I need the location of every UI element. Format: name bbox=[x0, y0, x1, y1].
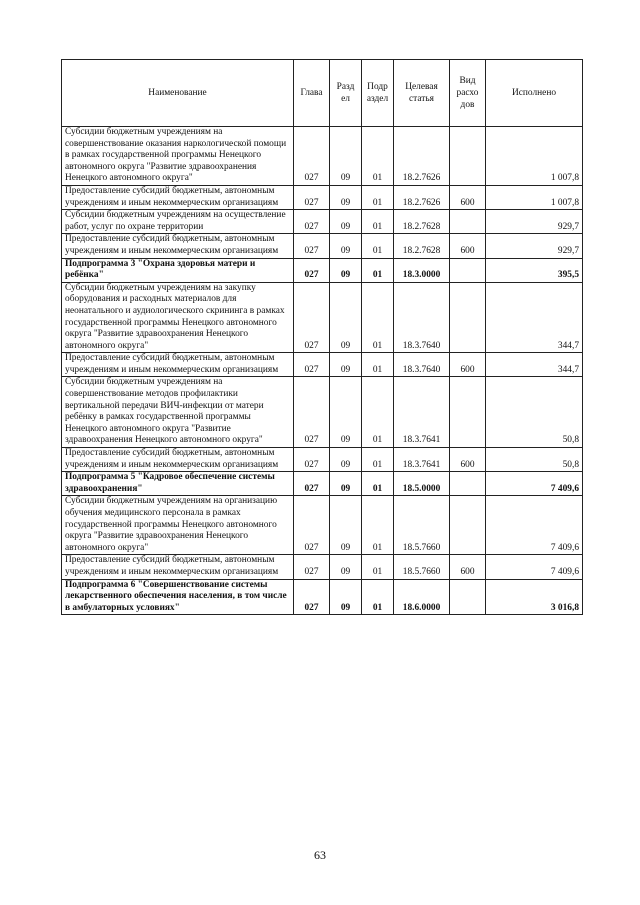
cell-name: Субсидии бюджетным учреждениям на совершенствование методов профилактики вертикальной передачи ВИЧ-инфекции от матери ребёнку в рамках государственной программы Ненецкого автономного округа "Развитие здравоохранения Ненецкого автономного округа" bbox=[62, 377, 294, 448]
cell-section: 09 bbox=[330, 210, 362, 234]
cell-name: Подпрограмма 3 "Охрана здоровья матери и ребёнка" bbox=[62, 258, 294, 282]
cell-target: 18.5.7660 bbox=[394, 555, 450, 579]
cell-section: 09 bbox=[330, 127, 362, 186]
cell-chapter: 027 bbox=[294, 555, 330, 579]
cell-section: 09 bbox=[330, 258, 362, 282]
cell-expense-type bbox=[450, 210, 486, 234]
cell-executed: 50,8 bbox=[486, 377, 583, 448]
cell-executed: 7 409,6 bbox=[486, 555, 583, 579]
table-row bbox=[62, 127, 583, 186]
cell-section: 09 bbox=[330, 234, 362, 258]
cell-name: Предоставление субсидий бюджетным, автономным учреждениям и иным некоммерческим организациям bbox=[62, 185, 294, 209]
cell-section: 09 bbox=[330, 579, 362, 615]
table-row bbox=[62, 555, 583, 579]
cell-target: 18.3.7641 bbox=[394, 448, 450, 472]
cell-target: 18.2.7626 bbox=[394, 185, 450, 209]
cell-expense-type bbox=[450, 377, 486, 448]
cell-chapter: 027 bbox=[294, 353, 330, 377]
cell-executed: 929,7 bbox=[486, 210, 583, 234]
cell-target: 18.3.7640 bbox=[394, 282, 450, 353]
cell-subsection: 01 bbox=[362, 258, 394, 282]
cell-executed: 395,5 bbox=[486, 258, 583, 282]
cell-executed: 7 409,6 bbox=[486, 472, 583, 496]
cell-expense-type bbox=[450, 258, 486, 282]
cell-target: 18.2.7628 bbox=[394, 234, 450, 258]
cell-target: 18.2.7628 bbox=[394, 210, 450, 234]
cell-subsection: 01 bbox=[362, 127, 394, 186]
cell-name: Субсидии бюджетным учреждениям на совершенствование оказания наркологической помощи в рамках государственной программы Ненецкого автономного округа "Развитие здравоохранения Ненецкого автономного округа" bbox=[62, 127, 294, 186]
cell-name: Предоставление субсидий бюджетным, автономным учреждениям и иным некоммерческим организациям bbox=[62, 448, 294, 472]
cell-name: Предоставление субсидий бюджетным, автономным учреждениям и иным некоммерческим организациям bbox=[62, 234, 294, 258]
page-number: 63 bbox=[314, 848, 326, 862]
cell-subsection: 01 bbox=[362, 210, 394, 234]
cell-name: Предоставление субсидий бюджетным, автономным учреждениям и иным некоммерческим организациям bbox=[62, 353, 294, 377]
cell-section: 09 bbox=[330, 448, 362, 472]
cell-expense-type bbox=[450, 127, 486, 186]
header-target: Целевая статья bbox=[394, 60, 450, 127]
cell-chapter: 027 bbox=[294, 377, 330, 448]
table-row bbox=[62, 234, 583, 258]
cell-target: 18.5.0000 bbox=[394, 472, 450, 496]
cell-expense-type: 600 bbox=[450, 234, 486, 258]
cell-subsection: 01 bbox=[362, 472, 394, 496]
cell-subsection: 01 bbox=[362, 185, 394, 209]
cell-executed: 344,7 bbox=[486, 353, 583, 377]
cell-section: 09 bbox=[330, 353, 362, 377]
subprogram-row bbox=[62, 258, 583, 282]
header-expense-type: Вид расхо дов bbox=[450, 60, 486, 127]
cell-section: 09 bbox=[330, 472, 362, 496]
cell-expense-type: 600 bbox=[450, 185, 486, 209]
cell-subsection: 01 bbox=[362, 377, 394, 448]
cell-chapter: 027 bbox=[294, 258, 330, 282]
cell-target: 18.5.7660 bbox=[394, 496, 450, 555]
table-row bbox=[62, 353, 583, 377]
subprogram-row bbox=[62, 579, 583, 615]
cell-subsection: 01 bbox=[362, 353, 394, 377]
cell-target: 18.6.0000 bbox=[394, 579, 450, 615]
cell-expense-type: 600 bbox=[450, 353, 486, 377]
budget-table bbox=[61, 59, 583, 615]
cell-chapter: 027 bbox=[294, 127, 330, 186]
cell-executed: 929,7 bbox=[486, 234, 583, 258]
cell-section: 09 bbox=[330, 555, 362, 579]
cell-executed: 1 007,8 bbox=[486, 185, 583, 209]
cell-chapter: 027 bbox=[294, 282, 330, 353]
table-row bbox=[62, 448, 583, 472]
cell-expense-type: 600 bbox=[450, 448, 486, 472]
cell-chapter: 027 bbox=[294, 579, 330, 615]
cell-subsection: 01 bbox=[362, 448, 394, 472]
table-row bbox=[62, 496, 583, 555]
table-header-row bbox=[62, 60, 583, 127]
cell-name: Подпрограмма 5 "Кадровое обеспечение системы здравоохранения" bbox=[62, 472, 294, 496]
cell-section: 09 bbox=[330, 185, 362, 209]
cell-section: 09 bbox=[330, 282, 362, 353]
header-section: Разд ел bbox=[330, 60, 362, 127]
header-name: Наименование bbox=[62, 60, 294, 127]
cell-chapter: 027 bbox=[294, 448, 330, 472]
table-row bbox=[62, 282, 583, 353]
cell-executed: 50,8 bbox=[486, 448, 583, 472]
cell-chapter: 027 bbox=[294, 234, 330, 258]
cell-chapter: 027 bbox=[294, 210, 330, 234]
cell-expense-type bbox=[450, 579, 486, 615]
cell-subsection: 01 bbox=[362, 282, 394, 353]
table-row bbox=[62, 185, 583, 209]
cell-subsection: 01 bbox=[362, 555, 394, 579]
cell-expense-type bbox=[450, 282, 486, 353]
cell-executed: 344,7 bbox=[486, 282, 583, 353]
cell-chapter: 027 bbox=[294, 472, 330, 496]
cell-target: 18.3.7640 bbox=[394, 353, 450, 377]
cell-executed: 1 007,8 bbox=[486, 127, 583, 186]
cell-subsection: 01 bbox=[362, 579, 394, 615]
cell-chapter: 027 bbox=[294, 185, 330, 209]
cell-expense-type bbox=[450, 496, 486, 555]
cell-target: 18.3.0000 bbox=[394, 258, 450, 282]
table-row bbox=[62, 377, 583, 448]
cell-section: 09 bbox=[330, 496, 362, 555]
cell-expense-type bbox=[450, 472, 486, 496]
cell-expense-type: 600 bbox=[450, 555, 486, 579]
subprogram-row bbox=[62, 472, 583, 496]
header-chapter: Глава bbox=[294, 60, 330, 127]
cell-executed: 3 016,8 bbox=[486, 579, 583, 615]
cell-section: 09 bbox=[330, 377, 362, 448]
cell-name: Подпрограмма 6 "Совершенствование системы лекарственного обеспечения населения, в том числе в амбулаторных условиях" bbox=[62, 579, 294, 615]
cell-chapter: 027 bbox=[294, 496, 330, 555]
cell-target: 18.2.7626 bbox=[394, 127, 450, 186]
cell-subsection: 01 bbox=[362, 496, 394, 555]
header-subsection: Подр аздел bbox=[362, 60, 394, 127]
cell-target: 18.3.7641 bbox=[394, 377, 450, 448]
cell-name: Субсидии бюджетным учреждениям на закупку оборудования и расходных материалов для неонатального и аудиологического скрининга в рамках государственной программы Ненецкого автономного округа "Развитие здравоохранения Ненецкого автономного округа" bbox=[62, 282, 294, 353]
cell-subsection: 01 bbox=[362, 234, 394, 258]
cell-name: Субсидии бюджетным учреждениям на организацию обучения медицинского персонала в рамках государственной программы Ненецкого автономного округа "Развитие здравоохранения Ненецкого автономного округа" bbox=[62, 496, 294, 555]
table-row bbox=[62, 210, 583, 234]
cell-name: Предоставление субсидий бюджетным, автономным учреждениям и иным некоммерческим организациям bbox=[62, 555, 294, 579]
header-executed: Исполнено bbox=[486, 60, 583, 127]
cell-executed: 7 409,6 bbox=[486, 496, 583, 555]
cell-name: Субсидии бюджетным учреждениям на осуществление работ, услуг по охране территории bbox=[62, 210, 294, 234]
